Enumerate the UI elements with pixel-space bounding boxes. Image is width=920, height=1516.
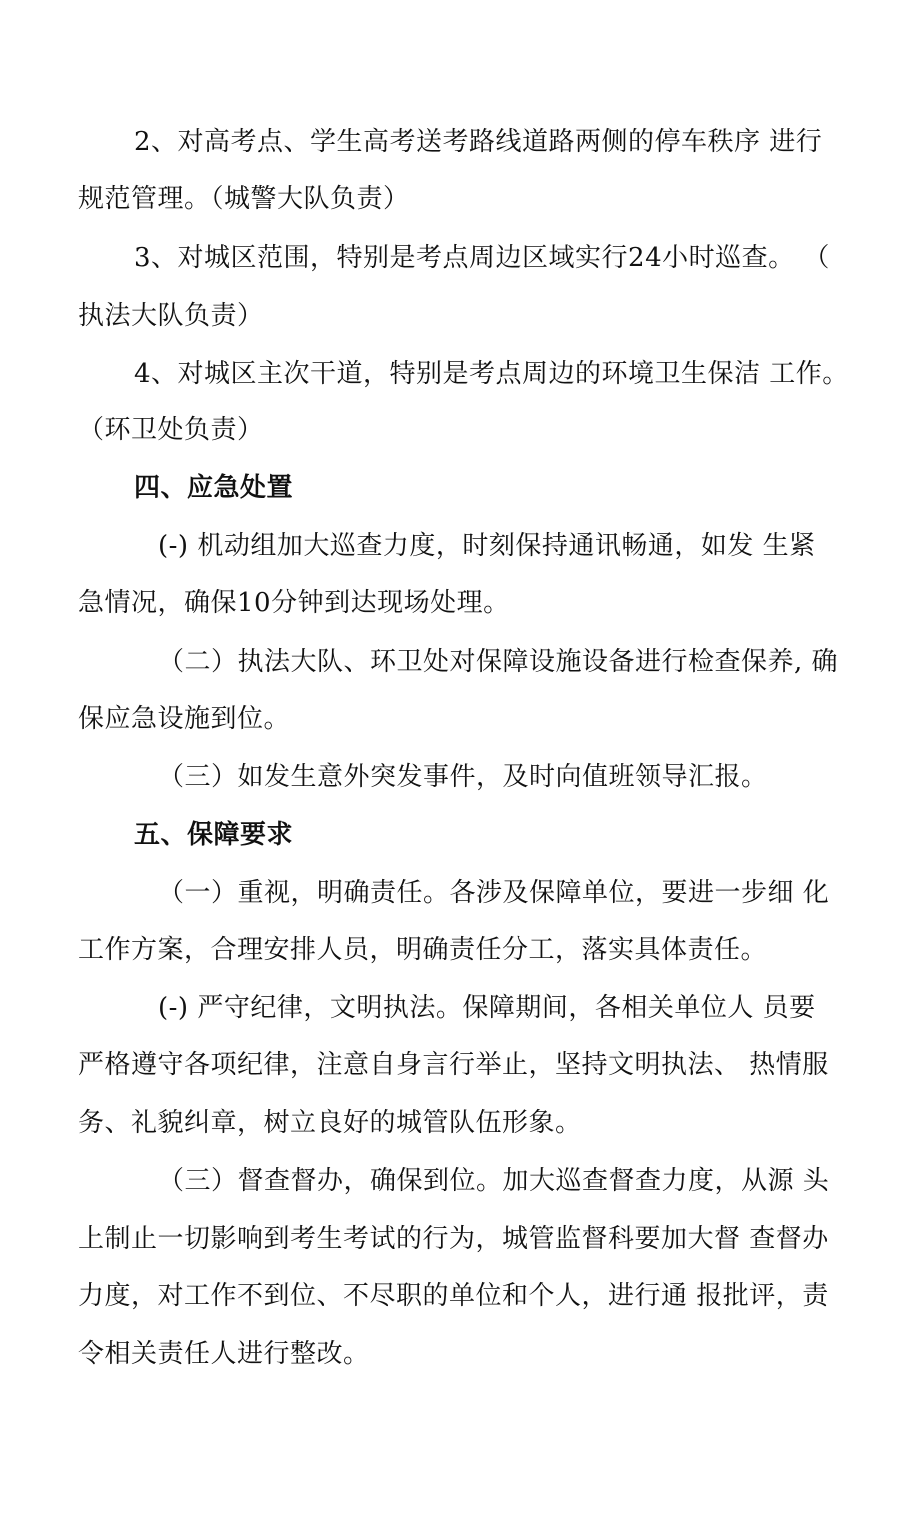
paragraph-4-line-1: 4、对城区主次干道，特别是考点周边的环境卫生保洁 工作。 [134,359,849,389]
requirement-2-line-3: 务、礼貌纠章，树立良好的城管队伍形象。 [78,1108,582,1138]
requirement-2-line-1: (-) 严守纪律，文明执法。保障期间，各相关单位人 员要 [158,993,816,1023]
requirement-1-line-2: 工作方案，合理安排人员，明确责任分工，落实具体责任。 [78,935,768,965]
paragraph-4-line-2: （环卫处负责） [78,415,264,445]
paragraph-2-line-1: 2、对高考点、学生高考送考路线道路两侧的停车秩序 进行 [134,127,823,157]
section-heading-requirements: 五、保障要求 [134,820,294,850]
paragraph-3-line-1: 3、对城区范围，特别是考点周边区域实行24小时巡查。 （ [134,243,830,273]
requirement-1-line-1: （一）重视，明确责任。各涉及保障单位，要进一步细 化 [158,878,830,908]
requirement-3-line-3: 力度，对工作不到位、不尽职的单位和个人，进行通 报批评，责 [78,1281,829,1311]
emergency-item-3-line-1: （三）如发生意外突发事件，及时向值班领导汇报。 [158,762,768,792]
emergency-item-2-line-2: 保应急设施到位。 [78,704,291,734]
section-heading-emergency: 四、应急处置 [134,473,294,503]
paragraph-2-line-2: 规范管理。（城警大队负责） [78,184,410,214]
requirement-3-line-4: 令相关责任人进行整改。 [78,1339,370,1369]
requirement-3-line-1: （三）督查督办，确保到位。加大巡查督查力度，从源 头 [158,1166,830,1196]
emergency-item-1-line-1: (-) 机动组加大巡查力度，时刻保持通讯畅通，如发 生紧 [158,531,816,561]
requirement-2-line-2: 严格遵守各项纪律，注意自身言行举止，坚持文明执法、 热情服 [78,1050,829,1080]
emergency-item-2-line-1: （二）执法大队、环卫处对保障设施设备进行检查保养, 确 [158,647,839,677]
emergency-item-1-line-2: 急情况，确保10分钟到达现场处理。 [78,588,510,618]
requirement-3-line-2: 上制止一切影响到考生考试的行为，城管监督科要加大督 查督办 [78,1224,829,1254]
paragraph-3-line-2: 执法大队负责） [78,301,264,331]
